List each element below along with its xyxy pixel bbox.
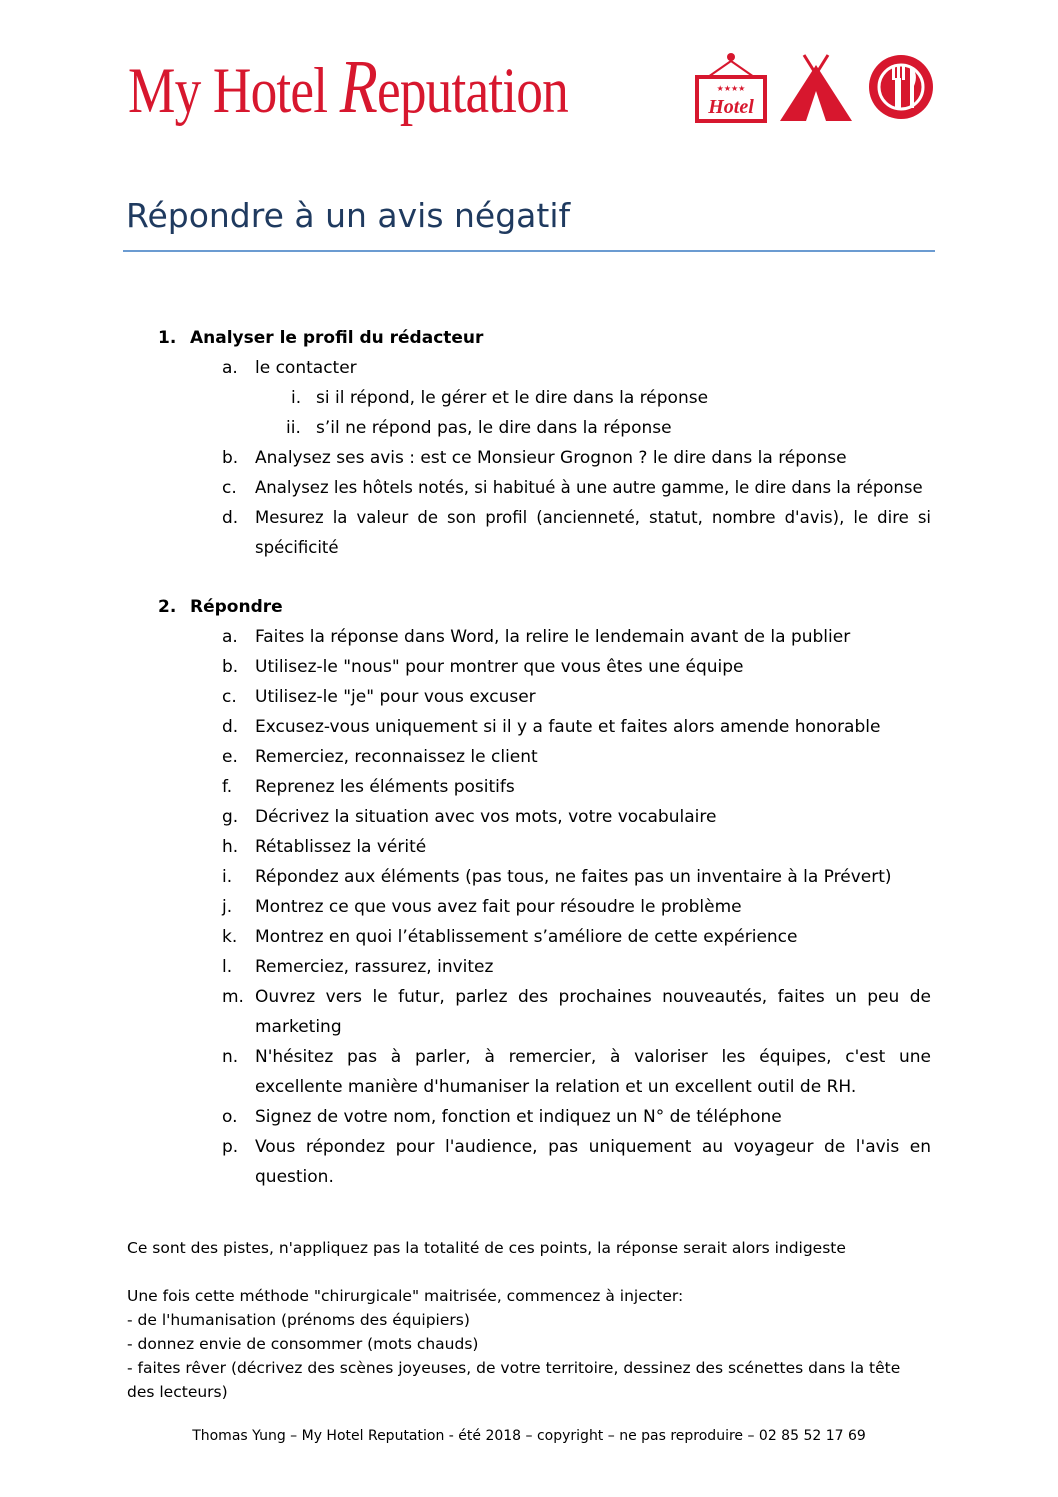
list-marker: f. — [222, 777, 233, 797]
list-marker: i. — [222, 867, 233, 887]
section-2-number: 2. — [158, 597, 177, 617]
list-marker: p. — [222, 1137, 239, 1157]
note-bullet: - de l'humanisation (prénoms des équipiers) — [127, 1311, 470, 1329]
list-marker: o. — [222, 1107, 238, 1127]
list-item: Utilisez-le "je" pour vous excuser — [255, 687, 536, 707]
section-2-heading: Répondre — [190, 597, 283, 617]
list-marker: m. — [222, 987, 244, 1007]
list-item: Répondez aux éléments (pas tous, ne faites pas un inventaire à la Prévert) — [255, 867, 892, 887]
list-marker: i. — [291, 388, 302, 408]
title-divider — [123, 250, 935, 252]
list-marker: k. — [222, 927, 238, 947]
list-marker: j. — [222, 897, 233, 917]
list-item: Ouvrez vers le futur, parlez des prochaines nouveautés, faites un peu de marketing — [255, 987, 931, 1037]
brand-logo-text: My Hotel Reputation — [128, 45, 568, 129]
list-item: Remerciez, rassurez, invitez — [255, 957, 494, 977]
list-marker: h. — [222, 837, 239, 857]
list-item: Montrez ce que vous avez fait pour résoudre le problème — [255, 897, 742, 917]
page-footer: Thomas Yung – My Hotel Reputation - été 2018 – copyright – ne pas reproduire – 02 85 52 17 69 — [192, 1428, 866, 1444]
list-item: Mesurez la valeur de son profil (ancienneté, statut, nombre d'avis), le dire si spécificité — [255, 508, 931, 557]
list-item: Remerciez, reconnaissez le client — [255, 747, 538, 767]
list-item: Utilisez-le "nous" pour montrer que vous êtes une équipe — [255, 657, 744, 677]
note-bullet: - donnez envie de consommer (mots chauds) — [127, 1335, 479, 1353]
hotel-sign-icon — [694, 51, 768, 123]
list-item: Rétablissez la vérité — [255, 837, 427, 857]
brand-header — [128, 44, 928, 130]
section-1-heading: Analyser le profil du rédacteur — [190, 328, 484, 348]
list-item: Décrivez la situation avec vos mots, votre vocabulaire — [255, 807, 717, 827]
note-bullet: - faites rêver (décrivez des scènes joyeuses, de votre territoire, dessinez des scénettes dans la tête des lecteurs) — [127, 1359, 901, 1401]
brand-icons — [694, 50, 938, 124]
section-1-number: 1. — [158, 328, 177, 348]
svg-text:★★★★: ★★★★ — [716, 84, 746, 93]
list-item: Excusez-vous uniquement si il y a faute et faites alors amende honorable — [255, 717, 881, 737]
restaurant-icon — [864, 50, 938, 124]
svg-text:Hotel: Hotel — [708, 96, 754, 118]
list-item: Signez de votre nom, fonction et indiquez un N° de téléphone — [255, 1107, 782, 1127]
list-marker: d. — [222, 508, 239, 528]
note-warning: Ce sont des pistes, n'appliquez pas la totalité de ces points, la réponse serait alors indigeste — [127, 1239, 846, 1257]
list-item: Analysez les hôtels notés, si habitué à une autre gamme, le dire dans la réponse — [255, 478, 923, 497]
list-item: si il répond, le gérer et le dire dans la réponse — [316, 388, 709, 408]
tent-icon — [776, 51, 856, 123]
list-item: le contacter — [255, 358, 357, 378]
list-marker: a. — [222, 358, 238, 378]
list-marker: ii. — [286, 418, 301, 438]
list-item: Faites la réponse dans Word, la relire le lendemain avant de la publier — [255, 627, 851, 647]
list-item: Montrez en quoi l’établissement s’améliore de cette expérience — [255, 927, 798, 947]
list-marker: g. — [222, 807, 239, 827]
list-item: Reprenez les éléments positifs — [255, 777, 515, 797]
list-marker: d. — [222, 717, 239, 737]
list-marker: b. — [222, 448, 239, 468]
list-marker: c. — [222, 687, 237, 707]
list-marker: c. — [222, 478, 237, 498]
list-item: s’il ne répond pas, le dire dans la réponse — [316, 418, 672, 438]
list-marker: n. — [222, 1047, 239, 1067]
page-title: Répondre à un avis négatif — [126, 196, 571, 235]
list-marker: a. — [222, 627, 238, 647]
list-item: Analysez ses avis : est ce Monsieur Grognon ? le dire dans la réponse — [255, 448, 847, 468]
list-item: Vous répondez pour l'audience, pas uniquement au voyageur de l'avis en question. — [255, 1137, 931, 1187]
list-marker: b. — [222, 657, 239, 677]
list-marker: e. — [222, 747, 238, 767]
list-marker: l. — [222, 957, 233, 977]
note-intro: Une fois cette méthode "chirurgicale" maitrisée, commencez à injecter: — [127, 1287, 684, 1305]
list-item: N'hésitez pas à parler, à remercier, à valoriser les équipes, c'est une excellente manière d'humaniser la relation et un excellent outil de RH. — [255, 1047, 931, 1097]
